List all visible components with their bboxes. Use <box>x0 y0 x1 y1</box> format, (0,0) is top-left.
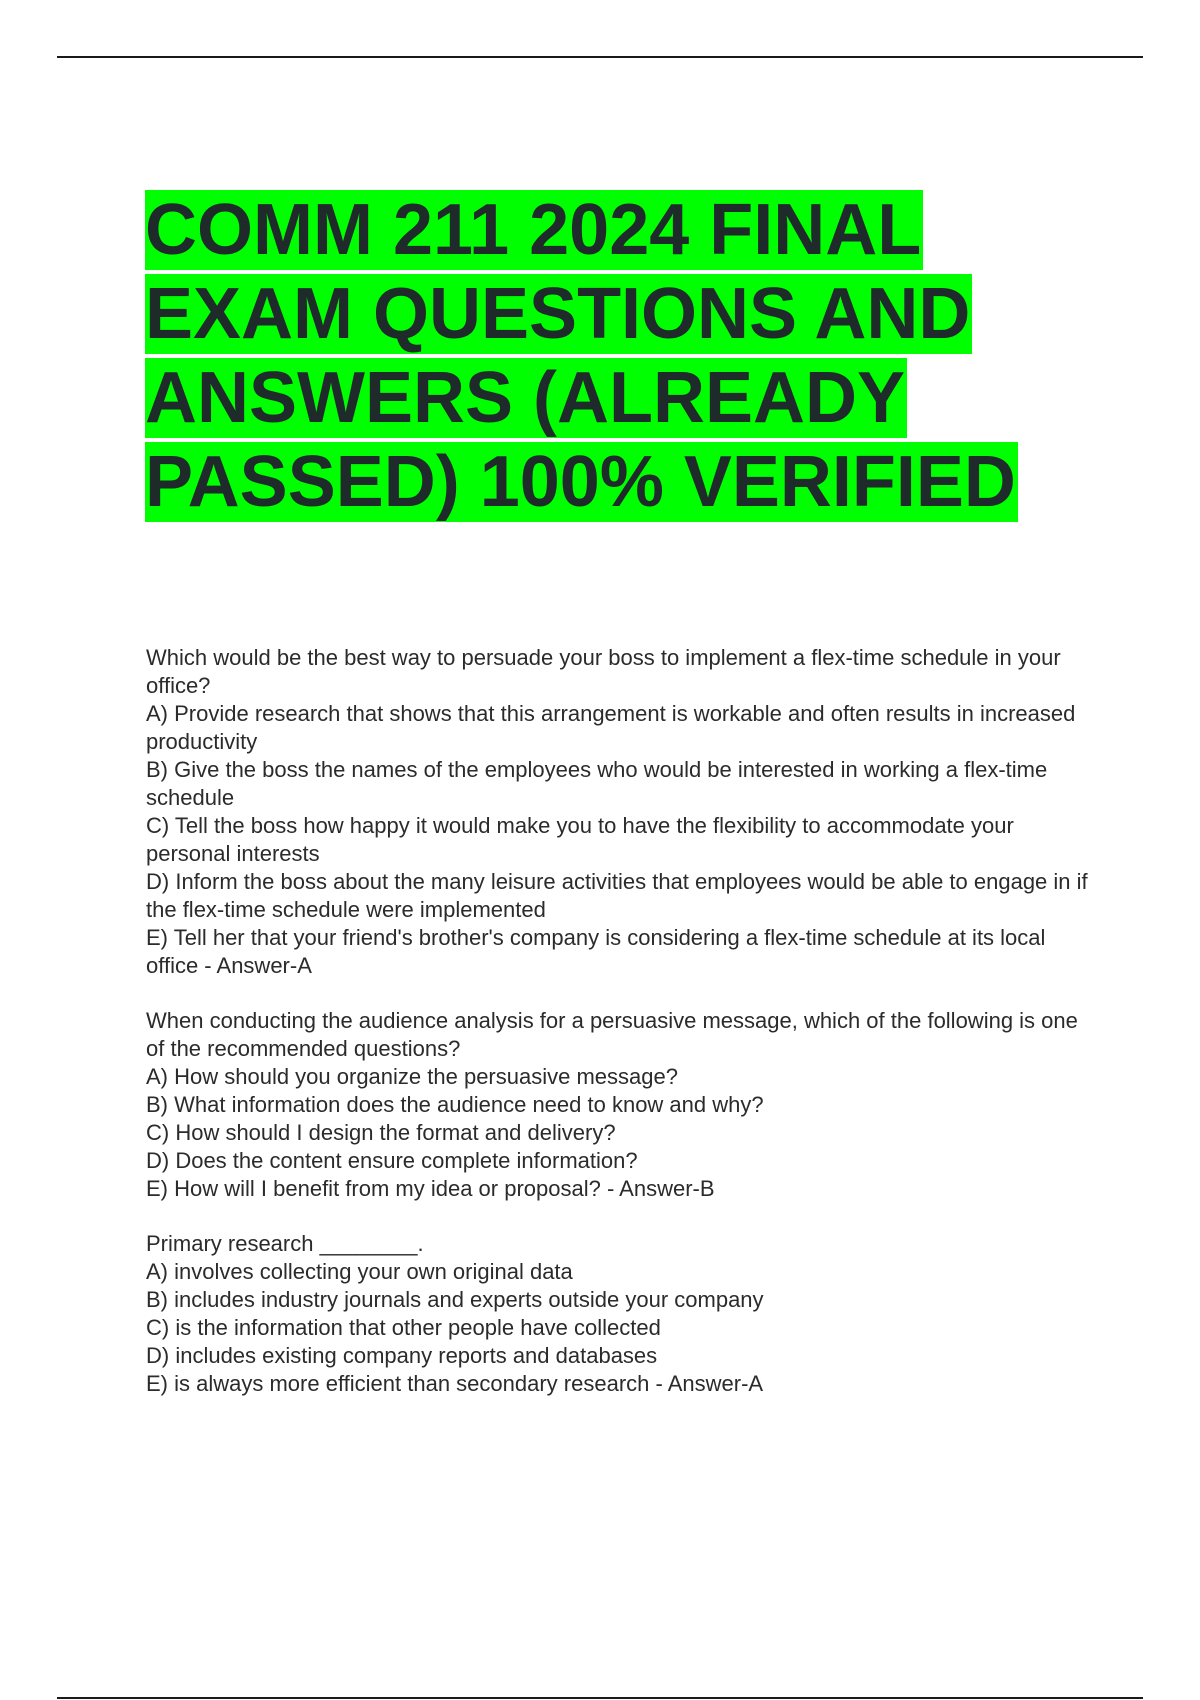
title-line: PASSED) 100% VERIFIED <box>145 442 1016 522</box>
answer-option: C) How should I design the format and delivery? <box>146 1120 616 1145</box>
header-rule <box>57 56 1143 58</box>
footer-rule <box>57 1697 1143 1699</box>
question-2 <box>146 1007 1096 1203</box>
answer-option: C) is the information that other people have collected <box>146 1315 661 1340</box>
question-list <box>146 644 1096 1425</box>
answer-option: A) How should you organize the persuasive message? <box>146 1064 678 1089</box>
answer-option: E) is always more efficient than secondary research - Answer-A <box>146 1371 764 1396</box>
answer-option: A) Provide research that shows that this arrangement is workable and often results in increased productivity <box>146 701 1076 754</box>
answer-option: B) includes industry journals and experts outside your company <box>146 1287 764 1312</box>
answer-option: E) Tell her that your friend's brother's company is considering a flex-time schedule at its local office - Answer-A <box>146 925 1046 978</box>
title-line: ANSWERS (ALREADY <box>145 358 906 438</box>
question-1 <box>146 644 1096 980</box>
answer-option: C) Tell the boss how happy it would make you to have the flexibility to accommodate your personal interests <box>146 813 1014 866</box>
answer-option: E) How will I benefit from my idea or proposal? - Answer-B <box>146 1176 715 1201</box>
title-line: COMM 211 2024 FINAL <box>145 190 922 270</box>
answer-option: D) Inform the boss about the many leisure activities that employees would be able to engage in if the flex-time schedule were implemented <box>146 869 1088 922</box>
title-line: EXAM QUESTIONS AND <box>145 274 971 354</box>
question-stem: When conducting the audience analysis for a persuasive message, which of the following is one of the recommended questions? <box>146 1008 1078 1061</box>
answer-option: B) What information does the audience need to know and why? <box>146 1092 764 1117</box>
question-stem: Primary research ________. <box>146 1231 424 1256</box>
answer-option: D) includes existing company reports and databases <box>146 1343 658 1368</box>
question-3 <box>146 1230 1096 1398</box>
question-stem: Which would be the best way to persuade your boss to implement a flex-time schedule in your office? <box>146 645 1061 698</box>
answer-option: A) involves collecting your own original data <box>146 1259 573 1284</box>
document-title <box>145 188 1065 524</box>
answer-option: B) Give the boss the names of the employees who would be interested in working a flex-time schedule <box>146 757 1048 810</box>
answer-option: D) Does the content ensure complete information? <box>146 1148 638 1173</box>
